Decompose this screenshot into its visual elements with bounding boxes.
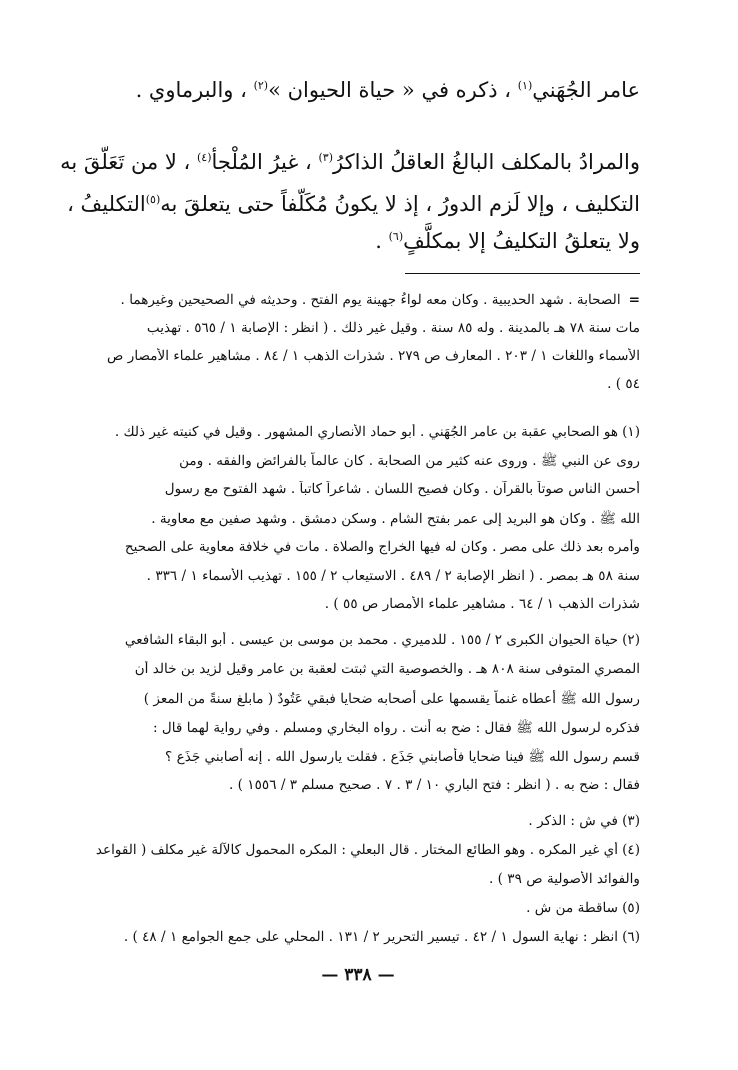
footnote-text: أي غير المكره . وهو الطائع المختار . قال البعلي : المكره المحمول كالآلة غير مكلف ( القواعد [95, 842, 619, 858]
footnote-text: في ش : الذكر . [528, 813, 619, 829]
footnote-text: فقال : ضح به . ( انظر : فتح الباري ١٠ / ٣ . ٧ . صحيح مسلم ٣ / ١٥٥٦ ) . [229, 777, 640, 793]
footnote-4-line [92, 842, 640, 858]
text-segment: ، غيرُ المُلْجأ [211, 150, 319, 174]
footnote-1-line [92, 568, 640, 584]
footnote-text: قسم رسول الله ﷺ فينا ضحايا فأصابني جَذَع . فقلت يارسول الله . إنه أصابني جَذَع ؟ [165, 749, 640, 765]
footnote-ref-5: (٥) [145, 193, 161, 206]
footnote-2-line [92, 777, 640, 793]
footnote-2-line [92, 690, 640, 710]
footnote-ref-3: (٣) [318, 151, 334, 164]
footnote-text: فذكره لرسول الله ﷺ فقال : ضح به أنت . رواه البخاري ومسلم . وفي رواية لهما قال : [152, 720, 640, 736]
footnote-text: روى عن النبي ﷺ . وروى عنه كثير من الصحابة . كان عالماً بالفرائض والفقه . ومن [179, 453, 640, 469]
footnote-text: الأسماء واللغات ١ / ٢٠٣ . المعارف ص ٢٧٩ . شذرات الذهب ١ / ٨٤ . مشاهير علماء الأمصار ص [107, 348, 640, 364]
continuation-mark: = [628, 292, 640, 308]
footnote-text: انظر : نهاية السول ١ / ٤٢ . تيسير التحرير ٢ / ١٣١ . المحلي على جمع الجوامع ١ / ٤٨ ) . [123, 929, 619, 945]
footnote-text: وأمره بعد ذلك على مصر . وكان له فيها الخراج والصلاة . مات في خلافة معاوية على الصحيح [124, 539, 640, 555]
footnote-text: الصحابة . شهد الحديبية . وكان معه لواءُ جهينة يوم الفتح . وحديثه في الصحيحين وغيرهما . [120, 292, 621, 308]
footnote-text: مات سنة ٧٨ هـ بالمدينة . وله ٨٥ سنة . وقيل غير ذلك . ( انظر : الإصابة ١ / ٥٦٥ . تهذيب [146, 320, 640, 336]
footnote-number: (٥) [622, 900, 640, 916]
text-segment: عامر الجُهَني [532, 78, 640, 102]
text-segment: ، ذكره في « حياة الحيوان » [268, 78, 518, 102]
text-segment: ، والبرماوي . [135, 78, 254, 102]
footnote-4-line [92, 871, 640, 887]
footnote-1-line [92, 539, 640, 555]
main-text-line-1 [80, 78, 640, 102]
footnote-number: (١) [622, 424, 640, 440]
footnote-3-line [92, 813, 640, 829]
footnote-continuation-line [92, 348, 640, 364]
footnote-text: سنة ٥٨ هـ بمصر . ( انظر الإصابة ٢ / ٤٨٩ . الاستيعاب ٢ / ١٥٥ . تهذيب الأسماء ١ / ٣٣٦ . [146, 568, 640, 584]
footnote-ref-4: (٤) [196, 151, 212, 164]
footnote-continuation-line [92, 376, 640, 392]
footnote-text: حياة الحيوان الكبرى ٢ / ١٥٥ . للدميري . محمد بن موسى بن عيسى . أبو البقاء الشافعي [124, 632, 619, 648]
footnote-5-line [92, 900, 640, 916]
footnote-1-line [92, 481, 640, 497]
footnote-2-line [92, 719, 640, 739]
footnote-ref-6: (٦) [388, 230, 404, 243]
footnote-text: هو الصحابي عقبة بن عامر الجُهَني . أبو حماد الأنصاري المشهور . وقيل في كنيته غير ذلك . [114, 424, 619, 440]
text-segment: والمرادُ بالمكلف البالغُ العاقلُ الذاكرُ [333, 150, 640, 174]
text-segment: التكليف ، وإلا لَزم الدورُ ، إذ لا يكونُ مُكَلّفاً حتى يتعلقَ به [160, 192, 640, 216]
footnote-text: رسول الله ﷺ أعطاه غنماً يقسمها على أصحابه ضحايا فبقي عَتُودٌ ( مابلغ سنةً من المعز ) [143, 691, 640, 707]
footnote-ref-1: (١) [517, 79, 533, 92]
main-text-line-2 [60, 150, 640, 174]
footnote-number: (٦) [622, 929, 640, 945]
footnote-continuation-line [92, 320, 640, 336]
footnote-ref-2: (٢) [253, 79, 269, 92]
footnote-text: والفوائد الأصولية ص ٣٩ ) . [489, 871, 640, 887]
footnote-2-line [92, 748, 640, 768]
footnote-2-line [92, 661, 640, 677]
footnote-1-line [92, 510, 640, 530]
footnote-1-line [92, 452, 640, 472]
footnote-6-line [92, 929, 640, 945]
text-segment: ولا يتعلقُ التكليفُ إلا بمكلَّفٍ [403, 229, 640, 253]
footnote-text: شذرات الذهب ١ / ٦٤ . مشاهير علماء الأمصار ص ٥٥ ) . [324, 596, 640, 612]
footnote-text: المصري المتوفى سنة ٨٠٨ هـ . والخصوصية التي ثبتت لعقبة بن عامر وقيل لزيد بن خالد أن [134, 661, 640, 677]
text-segment: . [375, 229, 389, 253]
main-text-line-3 [67, 192, 640, 216]
footnote-number: (٤) [622, 842, 640, 858]
text-segment: التكليفُ ، [67, 192, 146, 216]
footnote-1-line [92, 596, 640, 612]
footnote-text: الله ﷺ . وكان هو البريد إلى عمر بفتح الشام . وسكن دمشق . وشهد صفين مع معاوية . [151, 511, 640, 527]
footnote-2-line [92, 632, 640, 648]
main-text-line-4 [80, 229, 640, 253]
footnote-continuation-line [92, 292, 640, 308]
page-number: — ٣٣٨ — [321, 965, 395, 985]
footnote-1-line [92, 424, 640, 440]
text-segment: ، لا من تَعَلّقَ به [60, 150, 197, 174]
footnote-divider [405, 273, 640, 274]
footnote-text: ٥٤ ) . [607, 376, 640, 392]
footnote-text: ساقطة من ش . [526, 900, 619, 916]
footnote-text: أحسن الناس صوتاً بالقرآن . وكان فصيح اللسان . شاعراً كاتباً . شهد الفتوح مع رسول [164, 481, 640, 497]
footnote-number: (٢) [622, 632, 640, 648]
footnote-number: (٣) [622, 813, 640, 829]
